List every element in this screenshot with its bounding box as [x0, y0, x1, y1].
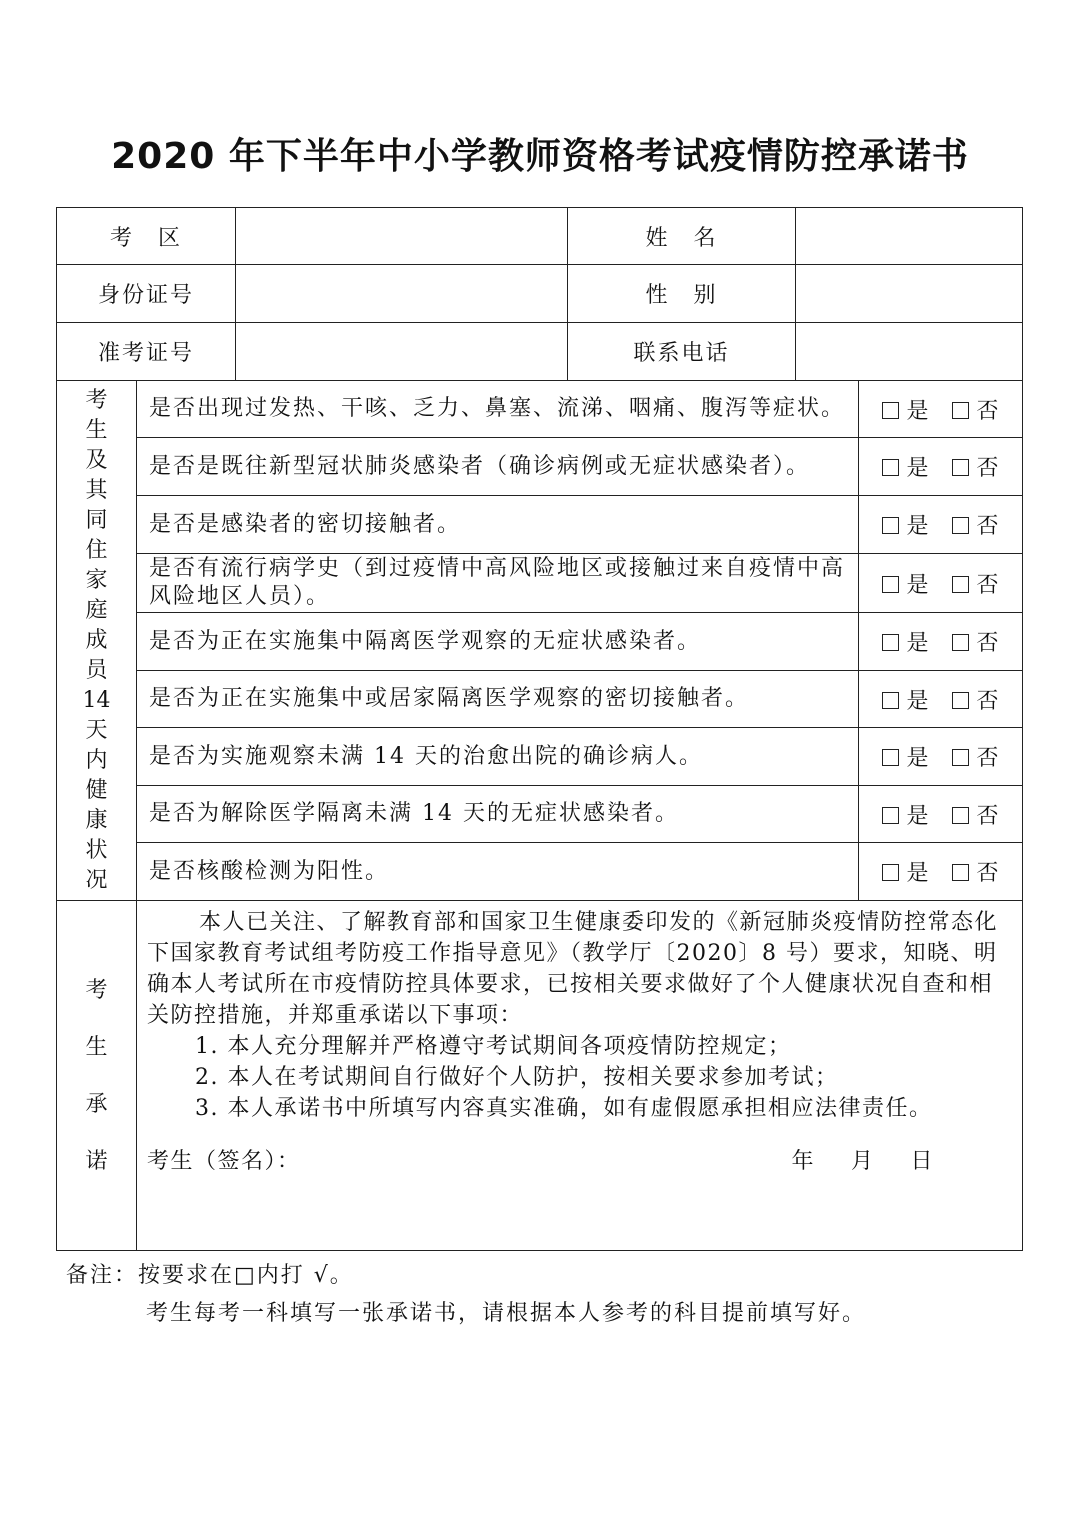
health-label-char: 员	[85, 657, 108, 683]
id-number-label: 身份证号	[57, 265, 236, 323]
health-label-char: 其	[85, 477, 108, 503]
health-label-char: 况	[85, 867, 108, 893]
yes-no-checkbox-group[interactable]	[859, 843, 1023, 901]
no-label: 否	[976, 688, 1000, 714]
health-question-row	[57, 786, 1023, 843]
pledge-label-char: 承	[85, 1091, 108, 1117]
no-checkbox[interactable]	[952, 517, 969, 534]
month-label: 月	[850, 1149, 875, 1174]
yes-label: 是	[906, 398, 930, 424]
health-label-char: 状	[85, 837, 108, 863]
yes-no-checkbox-group[interactable]	[859, 613, 1023, 671]
yes-label: 是	[906, 803, 930, 829]
pledge-row	[57, 901, 1023, 1251]
yes-no-checkbox-group[interactable]	[859, 496, 1023, 554]
yes-checkbox[interactable]	[882, 402, 899, 419]
health-label-char: 成	[85, 627, 108, 653]
health-question-row	[57, 381, 1023, 438]
date-line	[791, 1146, 934, 1177]
no-label: 否	[976, 398, 1000, 424]
health-label-char: 考	[85, 387, 108, 413]
health-label-char: 健	[85, 777, 108, 803]
yes-checkbox[interactable]	[882, 807, 899, 824]
pledge-form-table	[56, 207, 1023, 1251]
health-question: 是否核酸检测为阳性。	[137, 843, 859, 901]
yes-no-checkbox-group[interactable]	[859, 728, 1023, 786]
pledge-label-char: 生	[85, 1034, 108, 1060]
health-label-char: 14	[82, 687, 111, 713]
health-question-row	[57, 613, 1023, 671]
health-label-char: 及	[85, 447, 108, 473]
signature-row	[147, 1146, 1012, 1177]
no-checkbox[interactable]	[952, 459, 969, 476]
health-question-row	[57, 438, 1023, 496]
no-checkbox[interactable]	[952, 749, 969, 766]
gender-field[interactable]	[796, 265, 1023, 323]
name-field[interactable]	[796, 208, 1023, 265]
health-label-char: 家	[85, 567, 108, 593]
yes-checkbox[interactable]	[882, 692, 899, 709]
signature-label: 考生（签名）：	[147, 1149, 301, 1174]
yes-label: 是	[906, 572, 930, 598]
health-question: 是否是既往新型冠状肺炎感染者（确诊病例或无症状感染者）。	[137, 438, 859, 496]
exam-area-label: 考 区	[57, 208, 236, 265]
pledge-label-char: 考	[85, 977, 108, 1003]
ticket-number-field[interactable]	[236, 323, 568, 381]
no-label: 否	[976, 456, 1000, 481]
health-question: 是否出现过发热、干咳、乏力、鼻塞、流涕、咽痛、腹泻等症状。	[137, 381, 859, 438]
no-label: 否	[976, 861, 1000, 886]
health-question: 是否是感染者的密切接触者。	[137, 496, 859, 554]
health-section-label	[57, 381, 137, 901]
health-label-char: 住	[85, 537, 108, 563]
row-ticket-number	[57, 323, 1023, 381]
yes-label: 是	[906, 631, 930, 656]
health-question: 是否为解除医学隔离未满 14 天的无症状感染者。	[137, 786, 859, 843]
yes-no-checkbox-group[interactable]	[859, 554, 1023, 613]
health-question: 是否有流行病学史（到过疫情中高风险地区或接触过来自疫情中高风险地区人员）。	[137, 554, 859, 613]
no-checkbox[interactable]	[952, 692, 969, 709]
yes-checkbox[interactable]	[882, 459, 899, 476]
page-title: 2020 年下半年中小学教师资格考试疫情防控承诺书	[111, 136, 969, 177]
no-checkbox[interactable]	[952, 634, 969, 651]
no-label: 否	[976, 631, 1000, 656]
pledge-label-char: 诺	[85, 1148, 108, 1174]
no-checkbox[interactable]	[952, 864, 969, 881]
pledge-item: 3. 本人承诺书中所填写内容真实准确，如有虚假愿承担相应法律责任。	[195, 1096, 933, 1121]
name-label: 姓 名	[568, 208, 796, 265]
yes-checkbox[interactable]	[882, 517, 899, 534]
yes-no-checkbox-group[interactable]	[859, 786, 1023, 843]
id-number-field[interactable]	[236, 265, 568, 323]
yes-label: 是	[906, 746, 930, 771]
row-exam-area	[57, 208, 1023, 265]
health-question-row	[57, 728, 1023, 786]
exam-area-field[interactable]	[236, 208, 568, 265]
pledge-item: 2. 本人在考试期间自行做好个人防护，按相关要求参加考试；	[195, 1065, 839, 1090]
health-question-row	[57, 671, 1023, 728]
yes-no-checkbox-group[interactable]	[859, 438, 1023, 496]
pledge-section-label	[57, 901, 137, 1251]
no-label: 否	[976, 572, 1000, 598]
no-label: 否	[976, 803, 1000, 829]
yes-label: 是	[906, 456, 930, 481]
pledge-intro: 本人已关注、了解教育部和国家卫生健康委印发的《新冠肺炎疫情防控常态化下国家教育考试组考防疫工作指导意见》（教学厅〔2020〕8 号）要求，知晓、明确本人考试所在市疫情防控具体要求，已按相关要求做好了个人健康状况自查和相关防控措施，并郑重承诺以下事项：	[147, 910, 999, 1028]
no-checkbox[interactable]	[952, 402, 969, 419]
yes-no-checkbox-group[interactable]	[859, 381, 1023, 438]
year-label: 年	[791, 1149, 815, 1174]
health-label-char: 生	[85, 417, 108, 443]
pledge-content	[137, 901, 1023, 1251]
yes-checkbox[interactable]	[882, 864, 899, 881]
phone-field[interactable]	[796, 323, 1023, 381]
yes-label: 是	[906, 861, 930, 886]
yes-checkbox[interactable]	[882, 634, 899, 651]
no-checkbox[interactable]	[952, 807, 969, 824]
no-checkbox[interactable]	[952, 576, 969, 593]
health-question: 是否为实施观察未满 14 天的治愈出院的确诊病人。	[137, 728, 859, 786]
yes-label: 是	[906, 514, 930, 539]
health-question-row	[57, 843, 1023, 901]
yes-no-checkbox-group[interactable]	[859, 671, 1023, 728]
health-question-row	[57, 496, 1023, 554]
gender-label: 性 别	[568, 265, 796, 323]
yes-label: 是	[906, 688, 930, 714]
row-id-number	[57, 265, 1023, 323]
health-question: 是否为正在实施集中或居家隔离医学观察的密切接触者。	[137, 671, 859, 728]
health-label-char: 同	[85, 507, 108, 533]
health-label-char: 康	[85, 807, 108, 833]
day-label: 日	[910, 1149, 935, 1174]
health-label-char: 庭	[85, 597, 108, 623]
pledge-item: 1. 本人充分理解并严格遵守考试期间各项疫情防控规定；	[195, 1034, 792, 1059]
health-question-row	[57, 554, 1023, 613]
note-line-1: 备注：按要求在□内打 √。	[66, 1263, 354, 1288]
no-label: 否	[976, 514, 1000, 539]
ticket-number-label: 准考证号	[57, 323, 236, 381]
yes-checkbox[interactable]	[882, 576, 899, 593]
health-question: 是否为正在实施集中隔离医学观察的无症状感染者。	[137, 613, 859, 671]
yes-checkbox[interactable]	[882, 749, 899, 766]
note-line-2: 考生每考一科填写一张承诺书，请根据本人参考的科目提前填写好。	[146, 1301, 867, 1326]
no-label: 否	[976, 746, 1000, 771]
health-label-char: 天	[85, 717, 108, 743]
health-label-char: 内	[85, 747, 108, 773]
phone-label: 联系电话	[568, 323, 796, 381]
